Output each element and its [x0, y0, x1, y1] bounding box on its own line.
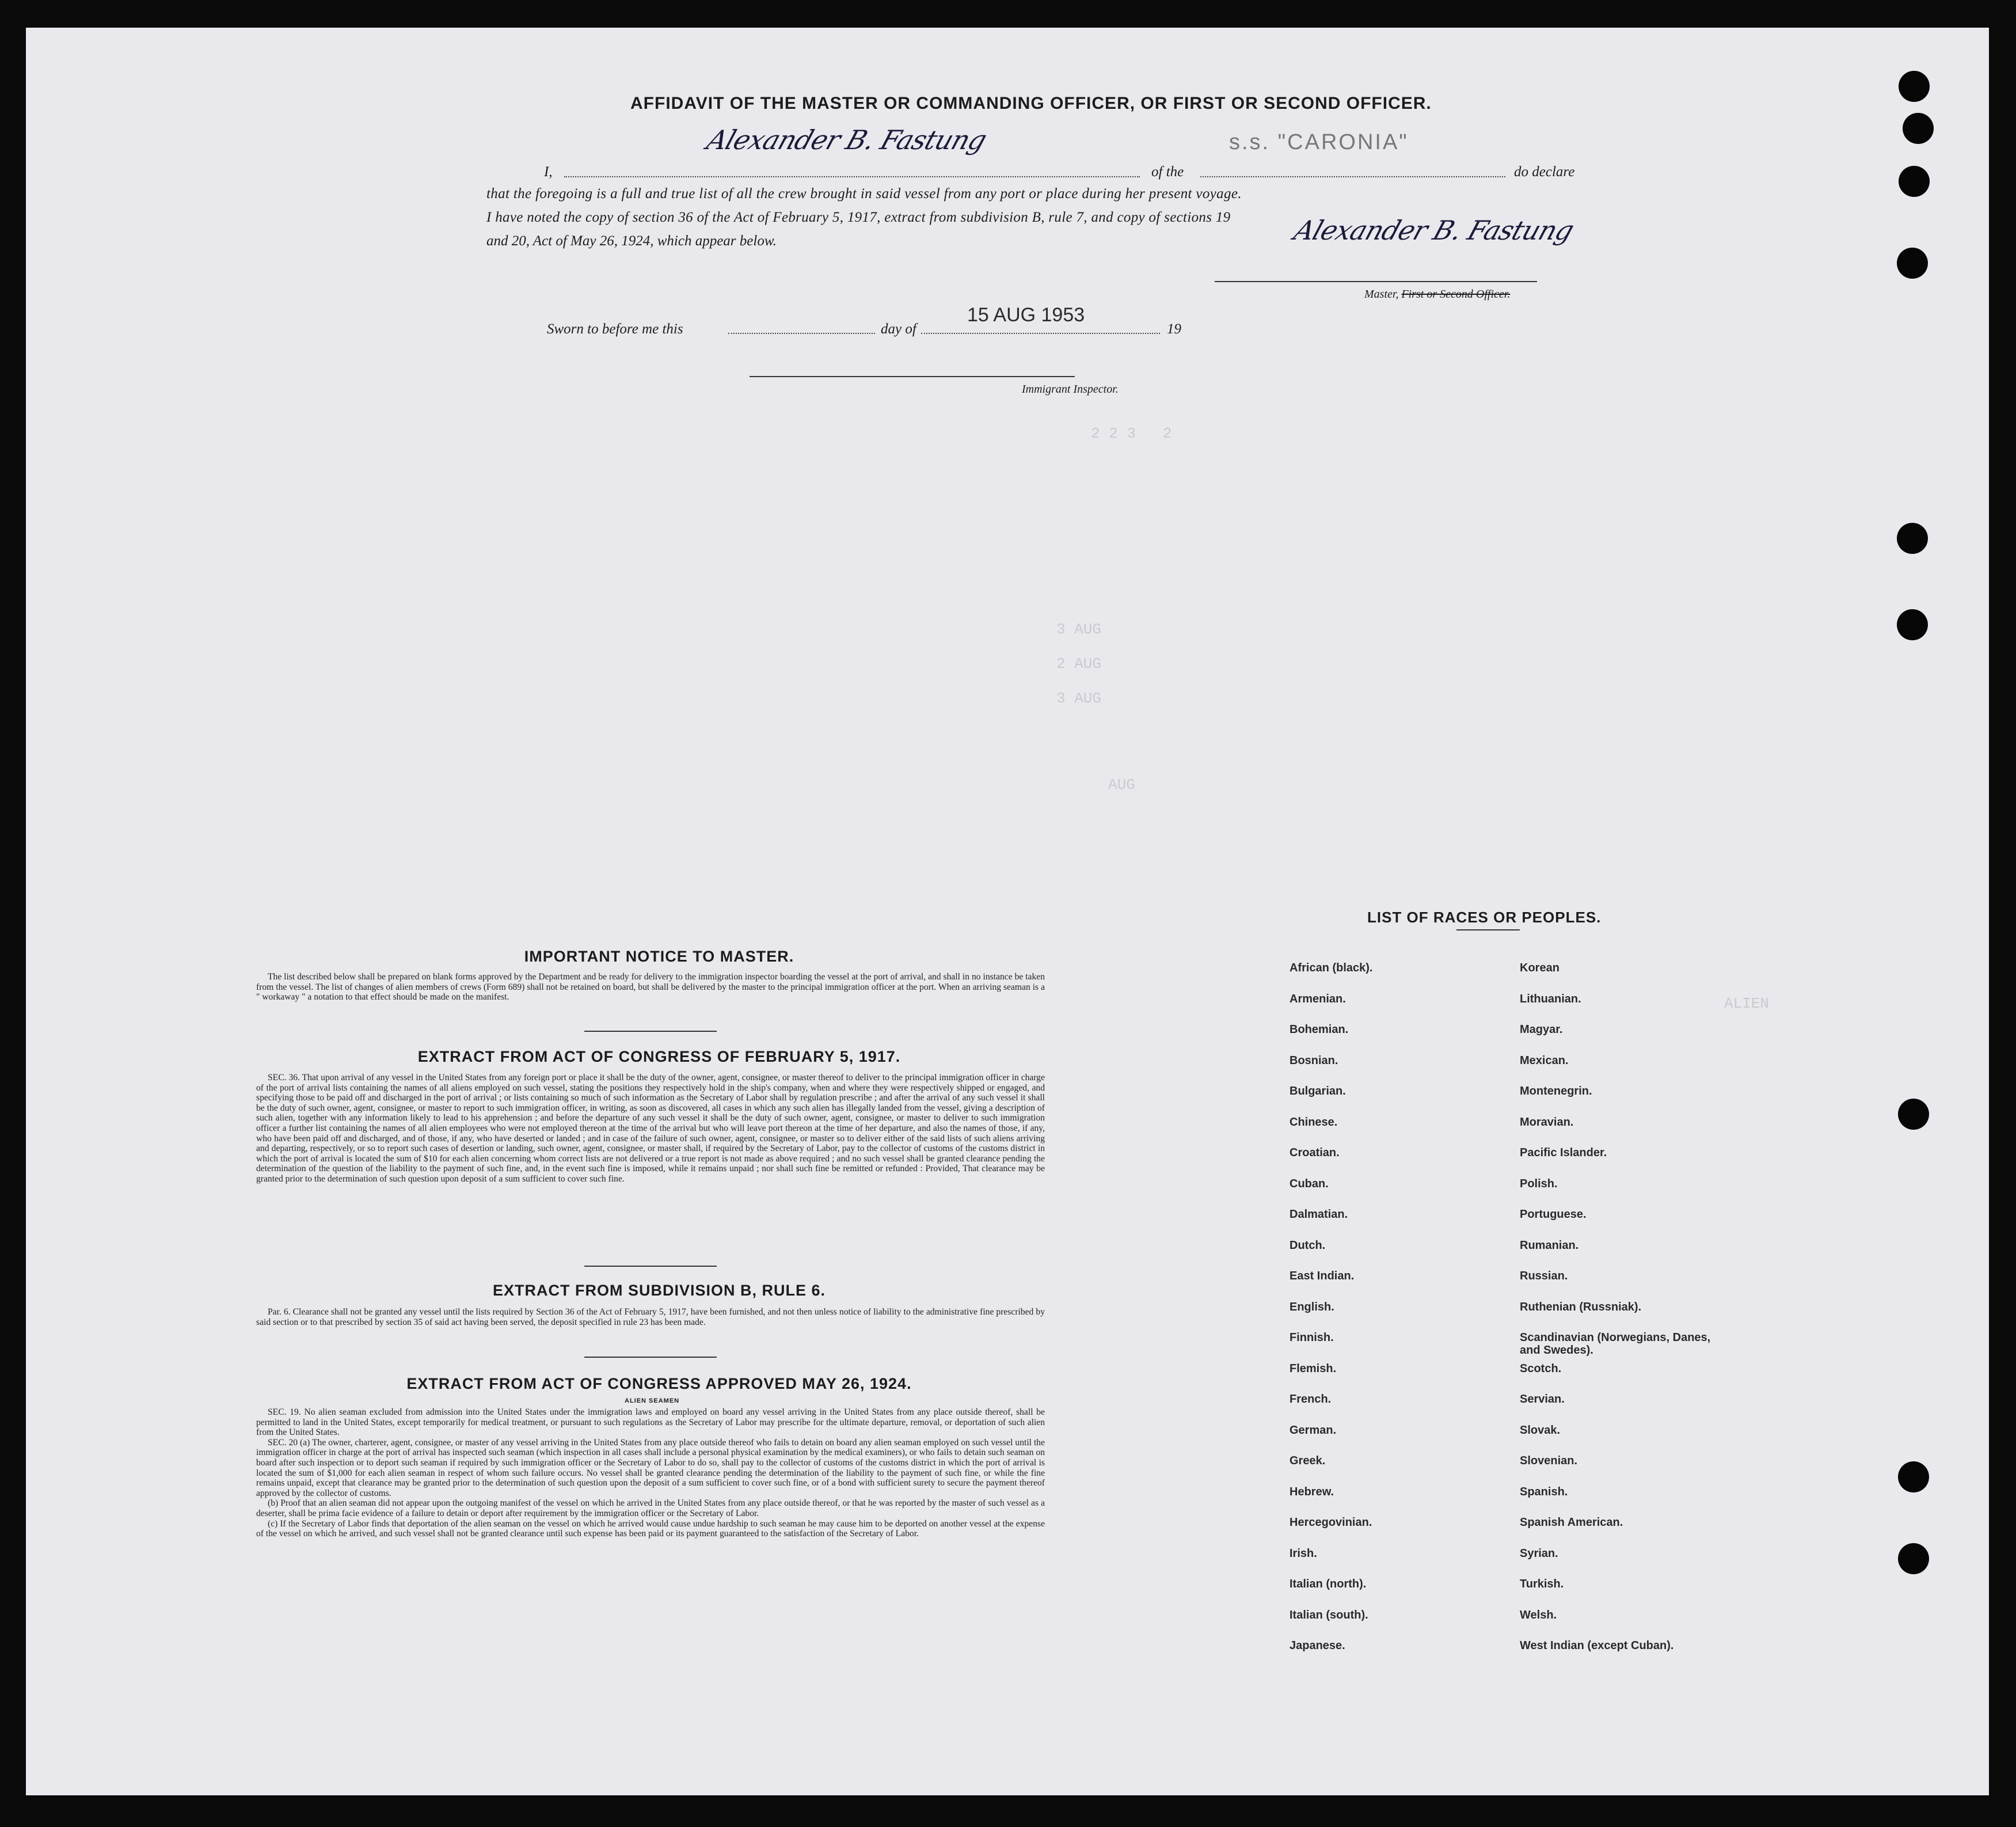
- bleed-through-mark: 2 AUG: [1056, 655, 1102, 673]
- extract-1917-title: EXTRACT FROM ACT OF CONGRESS OF FEBRUARY 5, 1917.: [417, 1048, 901, 1065]
- race-item: Hercegovinian.: [1290, 1516, 1372, 1529]
- race-item: East Indian.: [1290, 1270, 1355, 1282]
- sec-36-paragraph: SEC. 36. That upon arrival of any vessel in the United States from any foreign port or place it shall be the duty of the owner, agent, consignee, or master thereof to deliver to the principal immigration officer in charge of the port of arrival lists containing the names of all aliens employed on such vessel, stating the positions they respectively hold in the ship's company, when and where they were respectively shipped or engaged, and specifying those to be paid off and discharged in the port of arrival ; or lists containing so much of such information as the Secretary of Labor shall by regulation prescribe ; and after the arrival of any such vessel it shall be the duty of such owner, agent, consignee, or master to report to such immigration officer, in writing, as soon as discovered, all cases in which any such alien has illegally landed from the vessel, giving a description of such alien, together with any information likely to lead to his apprehension ; and before the departure of any such vessel it shall be the duty of such owner, agent, consignee, or master to deliver to such immigration officer a further list containing the names of all alien employees who were not employed thereon at the time of the arrival but who will leave port thereon at the time of her departure, and also the names of those, if any, who have been paid off and discharged, and of those, if any, who have deserted or landed ; and in case of the failure of such owner, agent, consignee, or master so to deliver either of the said lists of such aliens arriving and departing, respectively, or so to report such cases of desertion or landing, such owner, agent, consignee, or master shall, if required by the Secretary of Labor, pay to the collector of customs of the customs district in which the port of arrival is located the sum of $10 for each alien concerning whom correct lists are not delivered or a true report is not made as above required ; and no such vessel shall be granted clearance pending the determination of the question of the liability to the payment of such fine, and, in the event such fine is imposed, while it remains unpaid ; nor shall such fine be remitted or refunded : Provided, That clearance may be granted prior to the determination of such question upon deposit of a sum sufficient to cover such fine.: [256, 1073, 1045, 1184]
- race-item: Greek.: [1290, 1454, 1326, 1467]
- punch-hole: [1899, 71, 1930, 102]
- vessel-name: s.s. "CARONIA": [1229, 130, 1409, 154]
- affidavit-line-2: that the foregoing is a full and true list of all the crew brought in said vessel from any port or place during her present voyage.: [486, 186, 1242, 202]
- affidavit-of-the: of the: [1151, 164, 1184, 180]
- notice-body: [256, 972, 1045, 1002]
- bleed-through-mark: ALIEN: [1724, 995, 1770, 1012]
- sec-20c-paragraph: (c) If the Secretary of Labor finds that deportation of the alien seaman on the vessel on which he arrived would cause undue hardship to such seaman he may cause him to be deported on another vessel at the expense of the vessel on which he arrived, and such vessel shall not be granted clearance until such expense has been paid or its payment guaranteed to the satisfaction of the Secretary of Labor.: [256, 1518, 1045, 1539]
- subdivision-b-title: EXTRACT FROM SUBDIVISION B, RULE 6.: [492, 1282, 826, 1299]
- officer-struck-label: First or Second Officer.: [1401, 288, 1511, 301]
- race-item: West Indian (except Cuban).: [1520, 1639, 1674, 1652]
- race-item: Ruthenian (Russniak).: [1520, 1300, 1642, 1313]
- race-item: English.: [1290, 1300, 1334, 1313]
- races-title-underline: [1456, 929, 1520, 930]
- extract-1924-body: [256, 1407, 1045, 1539]
- races-right-column: [1520, 962, 1733, 1670]
- race-item: Korean: [1520, 962, 1559, 974]
- affidavit-title: AFFIDAVIT OF THE MASTER OR COMMANDING OFFICER, OR FIRST OR SECOND OFFICER.: [630, 94, 1432, 113]
- race-item: French.: [1290, 1393, 1332, 1406]
- race-item: Cuban.: [1290, 1177, 1329, 1190]
- bleed-through-mark: AUG: [1108, 776, 1135, 793]
- bleed-through-mark: 2 2 3 2: [1091, 425, 1172, 442]
- punch-hole: [1897, 248, 1928, 279]
- affidavit-declare: do declare: [1514, 164, 1575, 180]
- par-6-paragraph: Par. 6. Clearance shall not be granted any vessel until the lists required by Section 36 of the Act of February 5, 1917, have been furnished, and not then unless notice of liability to the administrative fine prescribed by said section or to that prescribed by section 35 of said act having been served, the deposit specified in rule 23 has been made.: [256, 1307, 1045, 1327]
- race-item: Italian (south).: [1290, 1608, 1368, 1621]
- punch-hole: [1898, 1543, 1929, 1574]
- punch-hole: [1898, 1461, 1929, 1492]
- sec-20a-paragraph: SEC. 20 (a) The owner, charterer, agent, consignee, or master of any vessel arriving in the United States from any place outside thereof who fails to detain on board any alien seaman employed on such vessel until the immigration officer in charge at the port of arrival has inspected such seaman (which inspection in all cases shall include a personal physical examination by the medical examiners), or who fails to detain such seaman on board after such inspection or to deport such seaman if required by such immigration officer or the Secretary of Labor to do so, shall pay to the collector of customs of the customs district in which the port of arrival is located the sum of $1,000 for each alien seaman in respect of whom such failure occurs. No vessel shall be granted clearance pending the determination of the liability to the payment of such fine, or while the fine remains unpaid, except that clearance may be granted prior to the determination of such question upon the deposit of a sum sufficient to cover such fine, or of a bond with sufficient surety to secure the payment thereof approved by the collector of customs.: [256, 1437, 1045, 1498]
- master-label: Master,: [1364, 288, 1399, 301]
- name-blank-line: [564, 176, 1140, 177]
- race-item: Spanish American.: [1520, 1516, 1623, 1529]
- race-item: Dalmatian.: [1290, 1208, 1348, 1221]
- sworn-label: Sworn to before me this: [547, 321, 683, 337]
- race-item: Pacific Islander.: [1520, 1146, 1607, 1159]
- race-item: Bohemian.: [1290, 1023, 1349, 1036]
- bleed-through-mark: 3 AUG: [1056, 621, 1102, 638]
- affidavit-i: I,: [544, 164, 553, 180]
- vessel-blank-line: [1200, 176, 1505, 177]
- race-item: Rumanian.: [1520, 1239, 1579, 1252]
- race-item: Moravian.: [1520, 1115, 1574, 1129]
- affidavit-line-4: and 20, Act of May 26, 1924, which appear below.: [486, 233, 777, 249]
- race-item: Italian (north).: [1290, 1578, 1367, 1590]
- race-item: Armenian.: [1290, 992, 1346, 1005]
- race-item: Japanese.: [1290, 1639, 1345, 1652]
- bleed-through-mark: 3 AUG: [1056, 690, 1102, 707]
- document-page: [26, 28, 1989, 1795]
- race-item: Spanish.: [1520, 1485, 1568, 1498]
- race-item: African (black).: [1290, 962, 1373, 974]
- race-item: Slovak.: [1520, 1423, 1561, 1437]
- sec-20b-paragraph: (b) Proof that an alien seaman did not appear upon the outgoing manifest of the vessel on which he arrived in the United States from any place outside thereof, or that he was reported by the master of such vessel as a deserter, shall be prima facie evidence of a failure to detain or deport after requirement by the immigration officer or the Secretary of Labor.: [256, 1498, 1045, 1518]
- race-item: Hebrew.: [1290, 1485, 1334, 1498]
- master-signature-top: Alexander B. Fastung: [703, 124, 991, 155]
- extract-1924-title: EXTRACT FROM ACT OF CONGRESS APPROVED MAY 26, 1924.: [406, 1375, 912, 1392]
- race-item: Syrian.: [1520, 1547, 1558, 1560]
- race-item: Irish.: [1290, 1547, 1317, 1560]
- sec-19-paragraph: SEC. 19. No alien seaman excluded from admission into the United States under the immigration laws and employed on board any vessel arriving in the United States from any place outside thereof, shall be permitted to land in the United States, except temporarily for medical treatment, or pursuant to such regulations as the Secretary of Labor may prescribe for the ultimate departure, removal, or deportation of such alien from the United States.: [256, 1407, 1045, 1438]
- race-item: Servian.: [1520, 1393, 1565, 1406]
- affidavit-line-3: I have noted the copy of section 36 of the Act of February 5, 1917, extract from subdivision B, rule 7, and copy of sections 19: [486, 210, 1231, 225]
- race-item: Mexican.: [1520, 1054, 1569, 1067]
- date-stamp: 15 AUG 1953: [967, 304, 1085, 326]
- punch-hole: [1898, 1099, 1929, 1130]
- punch-hole: [1897, 523, 1928, 554]
- race-item: Welsh.: [1520, 1608, 1557, 1621]
- month-blank-line: [921, 333, 1160, 334]
- race-item: Finnish.: [1290, 1331, 1334, 1344]
- races-title: LIST OF RACES OR PEOPLES.: [1367, 909, 1602, 926]
- section-divider: [584, 1357, 717, 1358]
- race-item: Polish.: [1520, 1177, 1558, 1190]
- race-item: Lithuanian.: [1520, 992, 1581, 1005]
- race-item: Dutch.: [1290, 1239, 1326, 1252]
- inspector-label: Immigrant Inspector.: [1022, 383, 1119, 396]
- race-item: Scandinavian (Norwegians, Danes, and Swedes).: [1520, 1331, 1711, 1357]
- race-item: Russian.: [1520, 1270, 1568, 1282]
- alien-seamen-subtitle: ALIEN SEAMEN: [625, 1397, 680, 1404]
- race-item: Slovenian.: [1520, 1454, 1578, 1467]
- day-blank-line: [728, 333, 875, 334]
- section-divider: [584, 1266, 717, 1267]
- race-item: Chinese.: [1290, 1115, 1338, 1129]
- punch-hole: [1903, 113, 1934, 144]
- punch-hole: [1899, 166, 1930, 197]
- races-left-column: [1290, 962, 1372, 1670]
- notice-paragraph: The list described below shall be prepared on blank forms approved by the Department and be ready for delivery to the immigration inspector boarding the vessel at the port of arrival, and shall in no instance be taken from the vessel. The list of changes of alien members of crews (Form 689) shall not be retained on board, but shall be delivered by the master to the principal immigration officer at the port. When an arriving seaman is a " workaway " a notation to that effect should be made on the manifest.: [256, 972, 1045, 1002]
- notice-title: IMPORTANT NOTICE TO MASTER.: [524, 948, 794, 965]
- race-item: Turkish.: [1520, 1578, 1564, 1590]
- inspector-signature-line: [750, 376, 1075, 377]
- race-item: Portuguese.: [1520, 1208, 1587, 1221]
- race-item: Montenegrin.: [1520, 1085, 1592, 1097]
- race-item: German.: [1290, 1423, 1337, 1437]
- master-signature-line: [1215, 281, 1537, 282]
- race-item: Scotch.: [1520, 1362, 1562, 1375]
- master-signature: Alexander B. Fastung: [1290, 215, 1578, 246]
- race-item: Bulgarian.: [1290, 1085, 1346, 1097]
- race-item: Magyar.: [1520, 1023, 1563, 1036]
- race-item: Croatian.: [1290, 1146, 1340, 1159]
- race-item: Bosnian.: [1290, 1054, 1338, 1067]
- race-item: Flemish.: [1290, 1362, 1337, 1375]
- extract-1917-body: [256, 1073, 1045, 1184]
- subdivision-b-body: [256, 1307, 1045, 1327]
- master-title: [1364, 288, 1510, 301]
- year-prefix: 19: [1167, 321, 1181, 337]
- section-divider: [584, 1031, 717, 1032]
- day-of-label: day of: [881, 321, 916, 337]
- punch-hole: [1897, 609, 1928, 640]
